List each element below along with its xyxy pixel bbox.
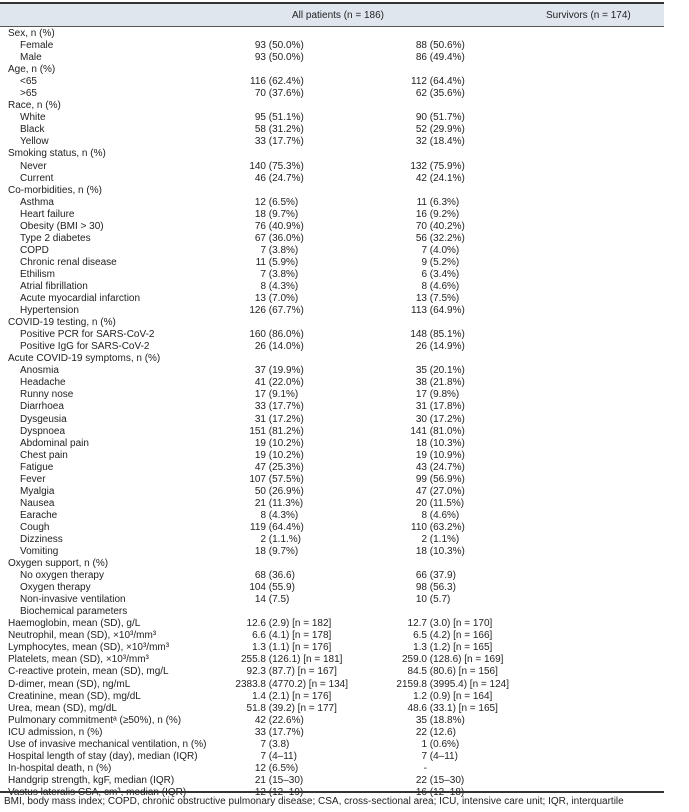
survivors-value: 35 (20.1%): [415, 365, 465, 377]
survivors-value: 2 (1.1%): [421, 533, 460, 545]
all-patients-value: 21 (11.3%): [254, 497, 304, 509]
table-row: [0, 365, 664, 377]
table-footnote: BMI, body mass index; COPD, chronic obstructive pulmonary disease; CSA, cross-sectional area; ICU, intensive care unit; IQR, interquartile: [4, 796, 624, 807]
table-row: [0, 703, 664, 715]
row-label: Fever: [20, 473, 46, 485]
table-row: [0, 389, 664, 401]
row-label: Smoking status, n (%): [8, 148, 106, 160]
all-patients-value: 33 (17.7%): [254, 136, 304, 148]
row-label: Dysgeusia: [20, 413, 67, 425]
table-row: [0, 281, 664, 293]
all-patients-value: 13 (7.0%): [254, 293, 299, 305]
all-patients-value: 8 (4.3%): [260, 509, 299, 521]
table-row: [0, 197, 664, 209]
table-bottom-rule: [0, 791, 664, 793]
row-label: Neutrophil, mean (SD), ×10³/mm³: [8, 630, 157, 642]
row-label: Platelets, mean (SD), ×10³/mm³: [8, 654, 149, 666]
row-label: Male: [20, 52, 42, 64]
all-patients-value: 8 (4.3%): [260, 280, 299, 292]
survivors-value: 8 (4.6%): [421, 280, 460, 292]
table-row: [0, 124, 664, 136]
row-label: Ethilism: [20, 268, 56, 280]
survivors-value: 6.5 (4.2) [n = 166]: [413, 630, 493, 642]
table-row: [0, 594, 664, 606]
table-row: [0, 341, 664, 353]
all-patients-value: 33 (17.7%): [254, 401, 304, 413]
table-row: [0, 317, 664, 329]
all-patients-value: 12 (6.5%): [254, 762, 299, 774]
table-row: [0, 245, 664, 257]
table-row: [0, 52, 664, 64]
table-row: [0, 76, 664, 88]
table-row: [0, 582, 664, 594]
table-row: [0, 630, 664, 642]
row-label: Earache: [20, 509, 58, 521]
table-row: [0, 100, 664, 112]
table-row: [0, 486, 664, 498]
all-patients-value: 116 (62.4%): [250, 76, 304, 88]
all-patients-value: 42 (22.6%): [254, 714, 304, 726]
table-row: [0, 329, 664, 341]
table-row: [0, 679, 664, 691]
survivors-value: 259.0 (128.6) [n = 169]: [401, 654, 504, 666]
row-label: Age, n (%): [8, 64, 56, 76]
row-label: <65: [20, 76, 37, 88]
row-label: Obesity (BMI > 30): [20, 220, 104, 232]
all-patients-value: 19 (10.2%): [254, 449, 304, 461]
row-label: Acute myocardial infarction: [20, 293, 141, 305]
all-patients-value: 19 (10.2%): [254, 437, 304, 449]
row-label: Oxygen support, n (%): [8, 558, 109, 570]
row-label: Nausea: [20, 497, 55, 509]
all-patients-value: 93 (50.0%): [254, 40, 304, 52]
table-row: [0, 715, 664, 727]
row-label: Positive PCR for SARS-CoV-2: [20, 329, 155, 341]
survivors-value: 20 (11.5%): [415, 497, 465, 509]
table-row: [0, 438, 664, 450]
survivors-value: 98 (56.3): [415, 582, 456, 594]
survivors-value: 112 (64.4%): [411, 76, 465, 88]
row-label: Abdominal pain: [20, 437, 89, 449]
all-patients-value: 140 (75.3%): [249, 160, 304, 172]
all-patients-value: 18 (9.7%): [254, 546, 299, 558]
all-patients-value: 92.3 (87.7) [n = 167]: [246, 666, 337, 678]
row-label: COPD: [20, 244, 49, 256]
all-patients-value: 1.3 (1.1) [n = 176]: [252, 642, 332, 654]
table-row: [0, 739, 664, 751]
table-row: [0, 401, 664, 413]
all-patients-value: 2383.8 (4770.2) [n = 134]: [235, 678, 349, 690]
row-label: Current: [20, 172, 54, 184]
all-patients-value: 95 (51.1%): [254, 112, 304, 124]
row-label: Female: [20, 40, 54, 52]
survivors-value: 19 (10.9%): [415, 449, 465, 461]
survivors-value: 1.3 (1.2) [n = 165]: [413, 642, 493, 654]
table-row: [0, 775, 664, 787]
all-patients-value: 126 (67.7%): [249, 305, 304, 317]
table-row: [0, 534, 664, 546]
all-patients-value: 12 (6.5%): [254, 196, 299, 208]
all-patients-value: 21 (15–30): [254, 774, 304, 786]
row-label: Oxygen therapy: [20, 582, 91, 594]
row-label: Lymphocytes, mean (SD), ×10³/mm³: [8, 642, 170, 654]
table-row: [0, 606, 664, 618]
survivors-value: 11 (6.3%): [416, 196, 460, 208]
all-patients-value: 58 (31.2%): [254, 124, 304, 136]
table-row: [0, 185, 664, 197]
table-row: [0, 28, 664, 40]
row-label: Never: [20, 160, 47, 172]
row-label: Race, n (%): [8, 100, 61, 112]
table-row: [0, 305, 664, 317]
survivors-value: 48.6 (33.1) [n = 165]: [407, 702, 498, 714]
row-label: Chest pain: [20, 449, 68, 461]
table-row: [0, 233, 664, 245]
all-patients-value: 50 (26.9%): [254, 485, 304, 497]
survivors-value: 70 (40.2%): [415, 220, 465, 232]
table-row: [0, 161, 664, 173]
survivors-value: 148 (85.1%): [410, 329, 465, 341]
table-row: [0, 257, 664, 269]
row-label: Hypertension: [20, 305, 79, 317]
all-patients-value: 7 (3.8%): [260, 244, 299, 256]
row-label: Myalgia: [20, 485, 55, 497]
survivors-value: 66 (37.9): [415, 570, 456, 582]
survivors-value: 31 (17.8%): [415, 401, 465, 413]
table-row: [0, 414, 664, 426]
survivors-value: 99 (56.9%): [415, 473, 465, 485]
table-row: [0, 450, 664, 462]
table-row: [0, 353, 664, 365]
row-label: D-dimer, mean (SD), ng/mL: [8, 678, 131, 690]
all-patients-value: 33 (17.7%): [254, 726, 304, 738]
all-patients-value: 151 (81.2%): [249, 425, 304, 437]
header-survivors: Survivors (n = 174): [546, 10, 631, 21]
all-patients-value: 67 (36.0%): [254, 232, 304, 244]
table-row: [0, 64, 664, 76]
table-row: [0, 642, 664, 654]
table-row: [0, 751, 664, 763]
all-patients-value: 68 (36.6): [254, 570, 295, 582]
survivors-value: 38 (21.8%): [415, 377, 465, 389]
survivors-value: 13 (7.5%): [415, 293, 460, 305]
table-row: [0, 269, 664, 281]
table-row: [0, 522, 664, 534]
table-row: [0, 510, 664, 522]
survivors-value: 16 (9.2%): [415, 208, 460, 220]
survivors-value: 6 (3.4%): [421, 268, 460, 280]
all-patients-value: 93 (50.0%): [254, 52, 304, 64]
all-patients-value: 7 (3.8): [260, 738, 290, 750]
row-label: Heart failure: [20, 208, 75, 220]
table-row: [0, 221, 664, 233]
row-label: Acute COVID-19 symptoms, n (%): [8, 353, 161, 365]
table-row: [0, 546, 664, 558]
all-patients-value: 1.4 (2.1) [n = 176]: [252, 690, 332, 702]
row-label: Dizziness: [20, 533, 63, 545]
survivors-value: 56 (32.2%): [415, 232, 465, 244]
all-patients-value: 70 (37.6%): [254, 88, 304, 100]
row-label: ICU admission, n (%): [8, 726, 103, 738]
table-row: [0, 474, 664, 486]
all-patients-value: 76 (40.9%): [254, 220, 304, 232]
table-row: [0, 666, 664, 678]
row-label: No oxygen therapy: [20, 570, 104, 582]
row-label: Runny nose: [20, 389, 74, 401]
all-patients-value: 104 (55.9): [249, 582, 295, 594]
all-patients-value: 26 (14.0%): [254, 341, 304, 353]
all-patients-value: 14 (7.5): [254, 594, 290, 606]
all-patients-value: 11 (5.9%): [255, 256, 299, 268]
table-row: [0, 173, 664, 185]
all-patients-value: 17 (9.1%): [254, 389, 299, 401]
survivors-value: 113 (64.9%): [411, 305, 465, 317]
survivors-value: 132 (75.9%): [410, 160, 465, 172]
survivors-value: 90 (51.7%): [415, 112, 465, 124]
survivors-value: 35 (18.8%): [415, 714, 465, 726]
survivors-value: 52 (29.9%): [415, 124, 465, 136]
all-patients-value: 160 (86.0%): [249, 329, 304, 341]
row-label: Diarrhoea: [20, 401, 64, 413]
table-header: [0, 4, 664, 27]
table-row: [0, 88, 664, 100]
survivors-value: 22 (15–30): [415, 774, 465, 786]
row-label: Fatigue: [20, 461, 54, 473]
table-row: [0, 377, 664, 389]
row-label: Atrial fibrillation: [20, 280, 88, 292]
row-label: Cough: [20, 521, 50, 533]
table-row: [0, 691, 664, 703]
all-patients-value: 41 (22.0%): [254, 377, 304, 389]
survivors-value: 110 (63.2%): [411, 521, 465, 533]
all-patients-value: 12.6 (2.9) [n = 182]: [246, 618, 332, 630]
table-row: [0, 209, 664, 221]
survivors-value: 47 (27.0%): [415, 485, 465, 497]
survivors-value: 10 (5.7): [415, 594, 451, 606]
survivors-value: 12.7 (3.0) [n = 170]: [407, 618, 493, 630]
table-row: [0, 498, 664, 510]
table-row: [0, 462, 664, 474]
all-patients-value: 119 (64.4%): [250, 521, 304, 533]
survivors-value: 9 (5.2%): [421, 256, 460, 268]
all-patients-value: 7 (3.8%): [260, 268, 299, 280]
table-row: [0, 148, 664, 160]
row-label: Non-invasive ventilation: [20, 594, 126, 606]
survivors-value: 1 (0.6%): [421, 738, 460, 750]
survivors-value: 86 (49.4%): [415, 52, 465, 64]
table-row: [0, 763, 664, 775]
row-label: Type 2 diabetes: [20, 232, 91, 244]
survivors-value: 32 (18.4%): [415, 136, 465, 148]
all-patients-value: 31 (17.2%): [254, 413, 304, 425]
survivors-value: 8 (4.6%): [421, 509, 460, 521]
survivors-value: 43 (24.7%): [415, 461, 465, 473]
all-patients-value: 6.6 (4.1) [n = 178]: [252, 630, 332, 642]
row-label: Co-morbidities, n (%): [8, 184, 102, 196]
all-patients-value: 255.8 (126.1) [n = 181]: [240, 654, 343, 666]
row-label: Use of invasive mechanical ventilation, n (%): [8, 738, 207, 750]
row-label: Dyspnoea: [20, 425, 66, 437]
row-label: Pulmonary commitmentᵃ (≥50%), n (%): [8, 714, 182, 726]
survivors-value: 22 (12.6): [415, 726, 456, 738]
table-body: [0, 28, 664, 799]
survivors-value: 18 (10.3%): [415, 546, 465, 558]
row-label: Biochemical parameters: [20, 606, 128, 618]
row-label: Creatinine, mean (SD), mg/dL: [8, 690, 141, 702]
row-label: Yellow: [20, 136, 49, 148]
row-label: White: [20, 112, 46, 124]
all-patients-value: 7 (4–11): [260, 750, 297, 762]
all-patients-value: 47 (25.3%): [254, 461, 304, 473]
survivors-value: 141 (81.0%): [410, 425, 465, 437]
row-label: Chronic renal disease: [20, 256, 117, 268]
table-row: [0, 40, 664, 52]
row-label: In-hospital death, n (%): [8, 762, 112, 774]
survivors-value: 30 (17.2%): [415, 413, 465, 425]
row-label: Vomiting: [20, 546, 59, 558]
survivors-value: 17 (9.8%): [415, 389, 460, 401]
survivors-value: 26 (14.9%): [415, 341, 465, 353]
survivors-value: -: [423, 762, 427, 774]
table-row: [0, 654, 664, 666]
row-label: COVID-19 testing, n (%): [8, 317, 116, 329]
row-label: Haemoglobin, mean (SD), g/L: [8, 618, 141, 630]
all-patients-value: 107 (57.5%): [249, 473, 304, 485]
all-patients-value: 37 (19.9%): [254, 365, 304, 377]
table-row: [0, 618, 664, 630]
all-patients-value: 18 (9.7%): [254, 208, 299, 220]
survivors-value: 88 (50.6%): [415, 40, 465, 52]
row-label: Sex, n (%): [8, 28, 55, 39]
row-label: C-reactive protein, mean (SD), mg/L: [8, 666, 169, 678]
row-label: Urea, mean (SD), mg/dL: [8, 702, 117, 714]
row-label: >65: [20, 88, 37, 100]
row-label: Hospital length of stay (day), median (IQR): [8, 750, 198, 762]
row-label: Asthma: [20, 196, 54, 208]
table-row: [0, 293, 664, 305]
table-row: [0, 426, 664, 438]
survivors-value: 62 (35.6%): [415, 88, 465, 100]
table-row: [0, 727, 664, 739]
table-row: [0, 112, 664, 124]
survivors-value: 42 (24.1%): [415, 172, 465, 184]
survivors-value: 7 (4–11): [421, 750, 458, 762]
row-label: Anosmia: [20, 365, 59, 377]
all-patients-value: 51.8 (39.2) [n = 177]: [246, 702, 337, 714]
all-patients-value: 2 (1.1.%): [260, 533, 302, 545]
row-label: Headache: [20, 377, 66, 389]
survivors-value: 18 (10.3%): [415, 437, 465, 449]
table-row: [0, 558, 664, 570]
row-label: Handgrip strength, kgF, median (IQR): [8, 774, 175, 786]
survivors-value: 7 (4.0%): [421, 244, 460, 256]
survivors-value: 1.2 (0.9) [n = 164]: [413, 690, 493, 702]
all-patients-value: 46 (24.7%): [254, 172, 304, 184]
survivors-value: 84.5 (80.6) [n = 156]: [407, 666, 498, 678]
header-all-patients: All patients (n = 186): [292, 10, 384, 21]
survivors-value: 2159.8 (3995.4) [n = 124]: [396, 678, 510, 690]
row-label: Black: [20, 124, 45, 136]
table-row: [0, 136, 664, 148]
table-row: [0, 570, 664, 582]
row-label: Positive IgG for SARS-CoV-2: [20, 341, 150, 353]
